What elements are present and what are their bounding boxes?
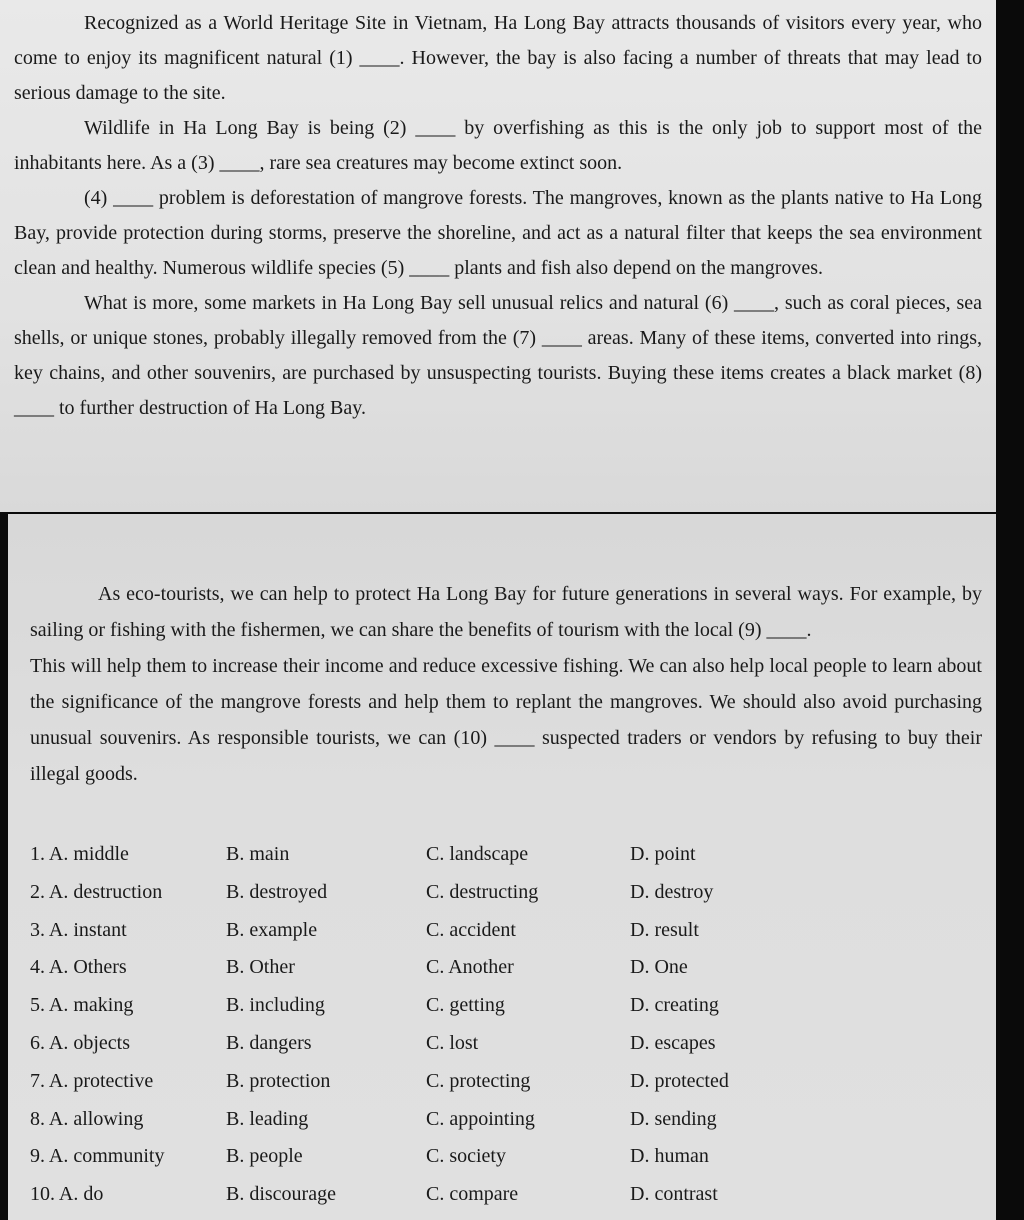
option-b: B. Other xyxy=(226,956,295,979)
option-b: B. protection xyxy=(226,1069,331,1092)
option-c: C. appointing xyxy=(426,1107,535,1130)
option-row xyxy=(30,1180,996,1218)
option-d: D. protected xyxy=(630,1069,729,1092)
option-a: 1. A. middle xyxy=(30,843,129,865)
option-b: B. discourage xyxy=(226,1183,336,1206)
option-d: D. result xyxy=(630,918,699,941)
paragraph-1: Recognized as a World Heritage Site in Vietnam, Ha Long Bay attracts thousands of visitors every year, who come to enjoy its magnificent natural (1) ____. However, the bay is also facing a number of threats that may lead to serious damage to the site. xyxy=(14,12,982,104)
option-a: 4. A. Others xyxy=(30,956,127,979)
option-a: 9. A. community xyxy=(30,1145,165,1168)
option-c: C. compare xyxy=(426,1183,519,1206)
option-c: C. protecting xyxy=(426,1069,531,1092)
option-row xyxy=(30,916,996,954)
option-b: B. people xyxy=(226,1145,303,1168)
option-d: D. point xyxy=(630,843,696,865)
option-row xyxy=(30,1142,996,1180)
option-row xyxy=(30,840,996,878)
option-c: C. destructing xyxy=(426,880,539,903)
page-bottom xyxy=(8,514,996,1220)
option-c: C. society xyxy=(426,1145,506,1168)
paragraph-3: (4) ____ problem is deforestation of mangrove forests. The mangroves, known as the plants native to Ha Long Bay, provide protection during storms, preserve the shoreline, and act as a natural filter that keeps the sea environment clean and healthy. Numerous wildlife species (5) ____ plants and fish also depend on the mangroves. xyxy=(14,187,982,279)
option-row xyxy=(30,1029,996,1067)
option-row xyxy=(30,1067,996,1105)
option-b: B. including xyxy=(226,994,325,1017)
paragraph-6: This will help them to increase their income and reduce excessive fishing. We can also help local people to learn about the significance of the mangrove forests and help them to replant the mangroves. We should also avoid purchasing unusual souvenirs. As responsible tourists, we can (10) ____ suspected traders or vendors by refusing to buy their illegal goods. xyxy=(30,655,982,785)
option-d: D. sending xyxy=(630,1107,717,1130)
option-b: B. leading xyxy=(226,1107,309,1130)
option-c: C. getting xyxy=(426,994,505,1017)
option-b: B. main xyxy=(226,843,290,865)
option-c: C. lost xyxy=(426,1031,479,1054)
option-d: D. escapes xyxy=(630,1031,716,1054)
option-d: D. One xyxy=(630,956,688,979)
option-d: D. destroy xyxy=(630,880,714,903)
option-c: C. landscape xyxy=(426,843,529,865)
answer-options xyxy=(30,840,996,1218)
option-row xyxy=(30,953,996,991)
page-top xyxy=(0,0,996,512)
paragraph-5: As eco-tourists, we can help to protect Ha Long Bay for future generations in several ways. For example, by sailing or fishing with the fishermen, we can share the benefits of tourism with the local (9) ____. xyxy=(30,583,982,641)
option-a: 5. A. making xyxy=(30,994,134,1017)
option-a: 3. A. instant xyxy=(30,918,127,941)
option-b: B. example xyxy=(226,918,318,941)
option-row xyxy=(30,991,996,1029)
option-b: B. destroyed xyxy=(226,880,328,903)
option-a: 7. A. protective xyxy=(30,1069,154,1092)
option-c: C. Another xyxy=(426,956,514,979)
paragraph-4: What is more, some markets in Ha Long Bay sell unusual relics and natural (6) ____, such as coral pieces, sea shells, or unique stones, probably illegally removed from the (7) ____ areas. Many of these items, converted into rings, key chains, and other souvenirs, are purchased by unsuspecting tourists. Buying these items creates a black market (8) ____ to further destruction of Ha Long Bay. xyxy=(14,292,982,419)
option-a: 10. A. do xyxy=(30,1183,104,1206)
option-a: 8. A. allowing xyxy=(30,1107,144,1130)
option-b: B. dangers xyxy=(226,1031,312,1054)
option-row xyxy=(30,878,996,916)
option-a: 2. A. destruction xyxy=(30,880,163,903)
option-d: D. creating xyxy=(630,994,719,1017)
paragraph-2: Wildlife in Ha Long Bay is being (2) ____ by overfishing as this is the only job to support most of the inhabitants here. As a (3) ____, rare sea creatures may become extinct soon. xyxy=(14,117,982,174)
option-d: D. contrast xyxy=(630,1183,718,1206)
option-d: D. human xyxy=(630,1145,709,1168)
option-row xyxy=(30,1105,996,1143)
option-c: C. accident xyxy=(426,918,516,941)
option-a: 6. A. objects xyxy=(30,1031,130,1054)
